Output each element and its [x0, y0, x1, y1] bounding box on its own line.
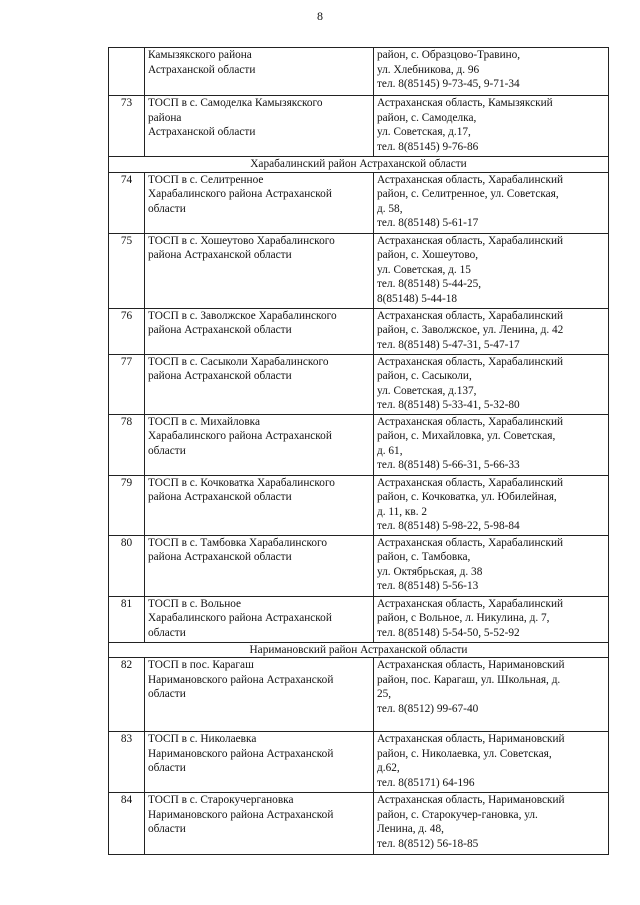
- table-row: [109, 732, 609, 793]
- office-name-cell: [145, 658, 374, 732]
- office-name-line: ТОСП в с. Сасыколи Харабалинского: [148, 355, 329, 368]
- table-row: [109, 172, 609, 233]
- row-number: 84: [109, 793, 145, 855]
- address-line: Астраханская область, Камызякский: [377, 97, 553, 109]
- address-line: тел. 8(85148) 5-61-17: [377, 217, 479, 230]
- office-name-line: района Астраханской области: [148, 551, 292, 564]
- office-name-line: района Астраханской области: [148, 324, 292, 337]
- office-name-line: Харабалинского района Астраханской: [148, 612, 332, 625]
- office-name-line: Астраханской области: [148, 63, 256, 76]
- row-number: 83: [109, 732, 145, 793]
- office-name-line: ТОСП в с. Селитренное: [148, 173, 264, 186]
- office-name-cell: [145, 793, 374, 855]
- office-name-line: района Астраханской области: [148, 249, 292, 262]
- address-line: Астраханская область, Наримановский: [377, 733, 565, 746]
- row-number: 73: [109, 96, 145, 157]
- address-line: Астраханская область, Наримановский: [377, 659, 565, 672]
- address-line: тел. 8(85148) 5-44-25,: [377, 278, 482, 291]
- address-line: тел. 8(8512) 56-18-85: [377, 837, 479, 850]
- address-line: тел. 8(85148) 5-54-50, 5-52-92: [377, 626, 520, 639]
- office-name-line: Камызякского района: [148, 49, 252, 61]
- office-name-line: ТОСП в пос. Карагаш: [148, 659, 254, 672]
- office-name-cell: [145, 596, 374, 642]
- address-line: тел. 8(85148) 5-47-31, 5-47-17: [377, 338, 520, 351]
- address-line: район, с. Самоделка,: [377, 111, 477, 124]
- row-number: 76: [109, 308, 145, 354]
- office-name-line: ТОСП в с. Хошеутово Харабалинского: [148, 234, 335, 247]
- address-line: д. 61,: [377, 444, 403, 457]
- row-number: 74: [109, 172, 145, 233]
- address-cell: [374, 475, 609, 535]
- office-name-cell: [145, 414, 374, 475]
- office-name-line: Астраханской области: [148, 126, 256, 139]
- office-name-cell: [145, 475, 374, 535]
- address-line: д.62,: [377, 762, 400, 775]
- address-line: Ленина, д. 48,: [377, 823, 444, 836]
- row-number: 80: [109, 535, 145, 596]
- row-number: 75: [109, 233, 145, 308]
- address-line: 25,: [377, 688, 392, 701]
- section-title: Харабалинский район Астраханской области: [109, 157, 609, 173]
- address-line: Астраханская область, Харабалинский: [377, 536, 564, 549]
- office-name-line: Наримановского района Астраханской: [148, 808, 334, 821]
- office-name-line: ТОСП в с. Тамбовка Харабалинского: [148, 536, 328, 549]
- address-line: тел. 8(85148) 5-33-41, 5-32-80: [377, 399, 520, 412]
- page-number: 8: [317, 9, 323, 23]
- address-line: тел. 8(85148) 5-66-31, 5-66-33: [377, 459, 520, 472]
- address-line: Астраханская область, Харабалинский: [377, 597, 564, 610]
- table-row: [109, 793, 609, 855]
- section-header-row: [109, 157, 609, 173]
- row-number: 78: [109, 414, 145, 475]
- table-row: [109, 475, 609, 535]
- address-line: ул. Советская, д.137,: [377, 384, 477, 397]
- office-name-line: ТОСП в с. Кочковатка Харабалинского: [148, 476, 335, 489]
- office-name-line: ТОСП в с. Старокучергановка: [148, 794, 294, 807]
- table-row: [109, 96, 609, 157]
- address-line: тел. 8(8512) 99-67-40: [377, 702, 479, 715]
- office-name-line: ТОСП в с. Михайловка: [148, 415, 260, 428]
- address-line: ул. Советская, д.17,: [377, 126, 471, 139]
- address-line: район, с. Селитренное, ул. Советская,: [377, 188, 559, 201]
- table-row: [109, 596, 609, 642]
- address-line: район, с. Заволжское, ул. Ленина, д. 42: [377, 324, 564, 337]
- address-line: район, с. Кочковатка, ул. Юбилейная,: [377, 491, 557, 504]
- address-line: тел. 8(85148) 5-98-22, 5-98-84: [377, 520, 520, 533]
- office-name-line: Харабалинского района Астраханской: [148, 188, 332, 201]
- address-line: тел. 8(85145) 9-76-86: [377, 140, 479, 153]
- address-line: район, с. Образцово-Травино,: [377, 49, 521, 61]
- office-name-line: ТОСП в с. Самоделка Камызякского: [148, 97, 323, 109]
- office-name-cell: [145, 732, 374, 793]
- office-name-cell: [145, 96, 374, 157]
- address-line: Астраханская область, Харабалинский: [377, 309, 564, 322]
- office-name-cell: [145, 172, 374, 233]
- office-name-line: области: [148, 823, 186, 836]
- address-cell: [374, 793, 609, 855]
- address-line: Астраханская область, Харабалинский: [377, 355, 564, 368]
- address-cell: [374, 414, 609, 475]
- address-line: ул. Хлебникова, д. 96: [377, 63, 480, 76]
- row-number: 79: [109, 475, 145, 535]
- office-name-cell: [145, 308, 374, 354]
- office-name-line: района Астраханской области: [148, 370, 292, 383]
- office-name-cell: [145, 48, 374, 96]
- address-line: ул. Октябрьская, д. 38: [377, 565, 483, 578]
- address-line: Астраханская область, Харабалинский: [377, 476, 564, 489]
- office-name-line: области: [148, 444, 186, 457]
- address-cell: [374, 596, 609, 642]
- address-line: район, с. Старокучер-гановка, ул.: [377, 808, 538, 821]
- office-name-cell: [145, 535, 374, 596]
- registry-table: [108, 47, 609, 855]
- office-name-line: района: [148, 111, 182, 124]
- address-line: Астраханская область, Наримановский: [377, 794, 565, 807]
- address-line: тел. 8(85145) 9-73-45, 9-71-34: [377, 78, 520, 91]
- row-number: 81: [109, 596, 145, 642]
- address-line: район, с. Николаевка, ул. Советская,: [377, 747, 552, 760]
- address-line: Астраханская область, Харабалинский: [377, 234, 564, 247]
- office-name-cell: [145, 233, 374, 308]
- office-name-line: ТОСП в с. Вольное: [148, 597, 242, 610]
- table-row: [109, 354, 609, 414]
- office-name-line: области: [148, 762, 186, 775]
- table-row: [109, 414, 609, 475]
- address-cell: [374, 658, 609, 732]
- office-name-line: Наримановского района Астраханской: [148, 673, 334, 686]
- address-cell: [374, 233, 609, 308]
- office-name-line: области: [148, 202, 186, 215]
- row-number: [109, 48, 145, 96]
- address-line: район, с. Тамбовка,: [377, 551, 471, 564]
- table-row: [109, 308, 609, 354]
- address-cell: [374, 48, 609, 96]
- section-header-row: [109, 642, 609, 658]
- address-line: район, с Вольное, л. Никулина, д. 7,: [377, 612, 550, 625]
- address-cell: [374, 172, 609, 233]
- table-row: [109, 535, 609, 596]
- section-title: Наримановский район Астраханской области: [109, 642, 609, 658]
- table-row: [109, 658, 609, 732]
- row-number: 82: [109, 658, 145, 732]
- address-line: тел. 8(85171) 64-196: [377, 776, 475, 789]
- office-name-line: района Астраханской области: [148, 491, 292, 504]
- address-cell: [374, 96, 609, 157]
- address-cell: [374, 354, 609, 414]
- address-line: д. 11, кв. 2: [377, 505, 428, 518]
- address-line: район, с. Михайловка, ул. Советская,: [377, 430, 556, 443]
- office-name-line: области: [148, 626, 186, 639]
- registry-table-body: [109, 48, 609, 855]
- address-line: район, с. Хошеутово,: [377, 249, 479, 262]
- row-number: 77: [109, 354, 145, 414]
- address-line: ул. Советская, д. 15: [377, 263, 471, 276]
- office-name-line: ТОСП в с. Заволжское Харабалинского: [148, 309, 337, 322]
- address-cell: [374, 308, 609, 354]
- address-cell: [374, 732, 609, 793]
- table-row: [109, 48, 609, 96]
- office-name-line: ТОСП в с. Николаевка: [148, 733, 257, 746]
- office-name-line: области: [148, 688, 186, 701]
- office-name-line: Харабалинского района Астраханской: [148, 430, 332, 443]
- address-line: район, с. Сасыколи,: [377, 370, 472, 383]
- table-row: [109, 233, 609, 308]
- address-line: д. 58,: [377, 202, 403, 215]
- office-name-line: Наримановского района Астраханской: [148, 747, 334, 760]
- address-line: Астраханская область, Харабалинский: [377, 173, 564, 186]
- address-line: район, пос. Карагаш, ул. Школьная, д.: [377, 673, 561, 686]
- address-line: Астраханская область, Харабалинский: [377, 415, 564, 428]
- office-name-cell: [145, 354, 374, 414]
- address-cell: [374, 535, 609, 596]
- address-line: 8(85148) 5-44-18: [377, 292, 458, 305]
- address-line: тел. 8(85148) 5-56-13: [377, 580, 479, 593]
